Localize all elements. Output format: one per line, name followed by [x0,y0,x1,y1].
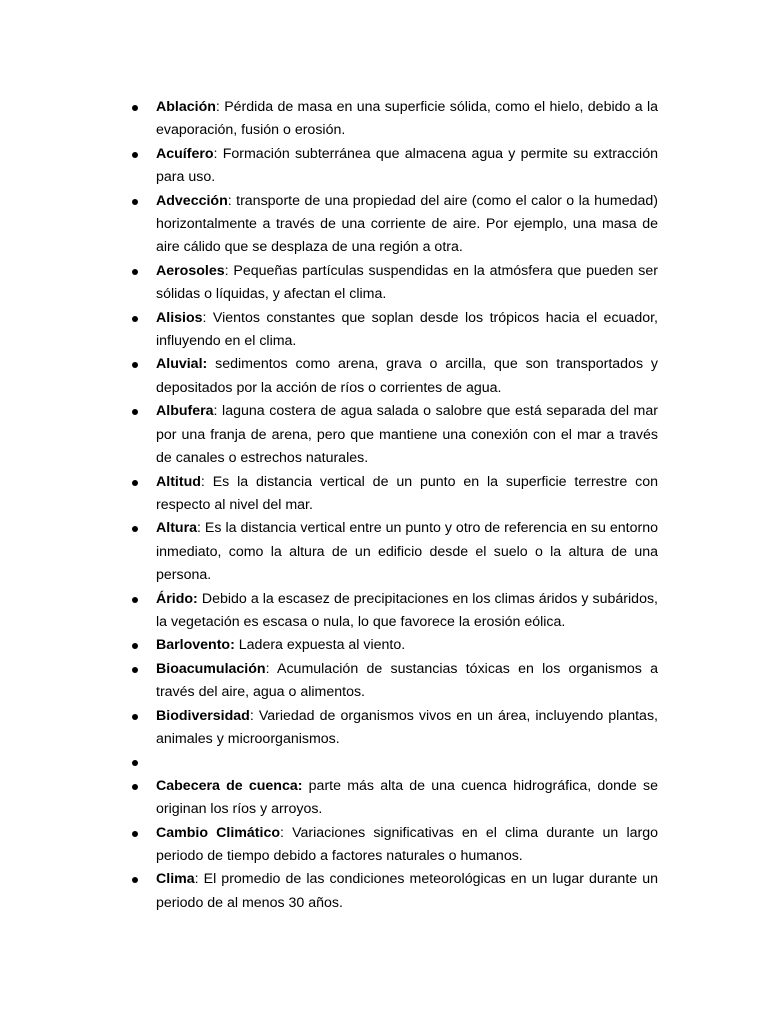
glossary-term: Altura [156,520,197,537]
bullet-icon [132,152,138,158]
glossary-entry [131,471,658,518]
glossary-definition: : Variaciones significativas en el clima durante un largo periodo de tiempo debido a factores naturales o humanos. [156,824,659,864]
glossary-term: Advección [156,192,228,209]
glossary-entry-empty [131,751,658,774]
glossary-entry [131,705,658,752]
glossary-term: Árido: [156,590,198,607]
glossary-definition: : Es la distancia vertical entre un punto y otro de referencia en su entorno inmediato, como la altura de un edificio desde el suelo o la altura de una persona. [156,520,658,584]
glossary-term: Cabecera de cuenca: [156,777,303,794]
glossary-entry [131,822,658,869]
glossary-entry [131,353,658,400]
glossary-definition: : Pequeñas partículas suspendidas en la atmósfera que pueden ser sólidas o líquidas, y afectan el clima. [156,262,658,303]
glossary-entry [131,658,658,705]
bullet-icon [132,831,138,837]
bullet-icon [132,316,138,322]
glossary-term: Alisios [156,309,203,326]
glossary-definition: : transporte de una propiedad del aire (como el calor o la humedad) horizontalmente a través de una corriente de aire. Por ejemplo, una masa de aire cálido que se desplaza de una región a otra. [156,192,658,256]
glossary-term: Albufera [156,403,214,420]
bullet-icon [132,784,138,790]
glossary-entry [131,588,658,635]
bullet-icon [132,526,138,532]
bullet-icon [132,105,138,111]
glossary-definition: : Es la distancia vertical de un punto en la superficie terrestre con respecto al nivel del mar. [156,473,658,513]
glossary-entry [131,517,658,587]
glossary-definition: : Pérdida de masa en una superficie sólida, como el hielo, debido a la evaporación, fusión o erosión. [156,99,658,139]
glossary-definition: : Vientos constantes que soplan desde los trópicos hacia el ecuador, influyendo en el clima. [156,309,658,350]
bullet-icon [132,667,138,673]
glossary-definition: parte más alta de una cuenca hidrográfica, donde se originan los ríos y arroyos. [156,777,658,818]
bullet-icon [132,714,138,720]
bullet-icon [132,597,138,603]
glossary-list [131,96,658,915]
glossary-entry [131,96,658,143]
glossary-term: Ablación [156,99,216,115]
glossary-term: Acuífero [156,145,214,162]
bullet-icon [132,409,138,415]
glossary-definition: Ladera expuesta al viento. [234,637,406,654]
glossary-term: Altitud [156,473,201,490]
bullet-icon [132,643,138,649]
glossary-definition: : laguna costera de agua salada o salobre que está separada del mar por una franja de arena, pero que mantiene una conexión con el mar a través de canales o estrechos naturales. [156,403,658,467]
glossary-entry [131,190,658,260]
glossary-definition: : Formación subterránea que almacena agua y permite su extracción para uso. [156,145,658,186]
glossary-term: Aerosoles [156,262,225,279]
glossary-term: Biodiversidad [156,707,250,724]
glossary-definition: sedimentos como arena, grava o arcilla, que son transportados y depositados por la acción de ríos o corrientes de agua. [156,356,658,396]
glossary-entry [131,307,658,354]
bullet-icon [132,269,138,275]
glossary-definition: : Acumulación de sustancias tóxicas en los organismos a través del aire, agua o alimentos. [156,660,658,701]
glossary-entry [131,260,658,307]
bullet-icon [132,760,138,766]
glossary-entry [131,400,658,470]
glossary-term: Bioacumulación [156,660,266,677]
bullet-icon [132,199,138,205]
bullet-icon [132,877,138,883]
glossary-definition: Debido a la escasez de precipitaciones en los climas áridos y subáridos, la vegetación es escasa o nula, lo que favorece la erosión eólica. [156,590,658,630]
glossary-term: Aluvial: [156,356,208,373]
glossary-term: Clima [156,871,195,888]
glossary-definition: : Variedad de organismos vivos en un área, incluyendo plantas, animales y microorganismos. [156,707,658,747]
glossary-entry [131,775,658,822]
glossary-entry [131,868,658,915]
glossary-entry [131,143,658,190]
glossary-term: Cambio Climático [156,824,281,841]
bullet-icon [132,362,138,368]
bullet-icon [132,480,138,486]
glossary-definition: : El promedio de las condiciones meteorológicas en un lugar durante un periodo de al menos 30 años. [156,871,658,911]
glossary-entry [131,634,658,657]
glossary-term: Barlovento: [156,637,235,654]
